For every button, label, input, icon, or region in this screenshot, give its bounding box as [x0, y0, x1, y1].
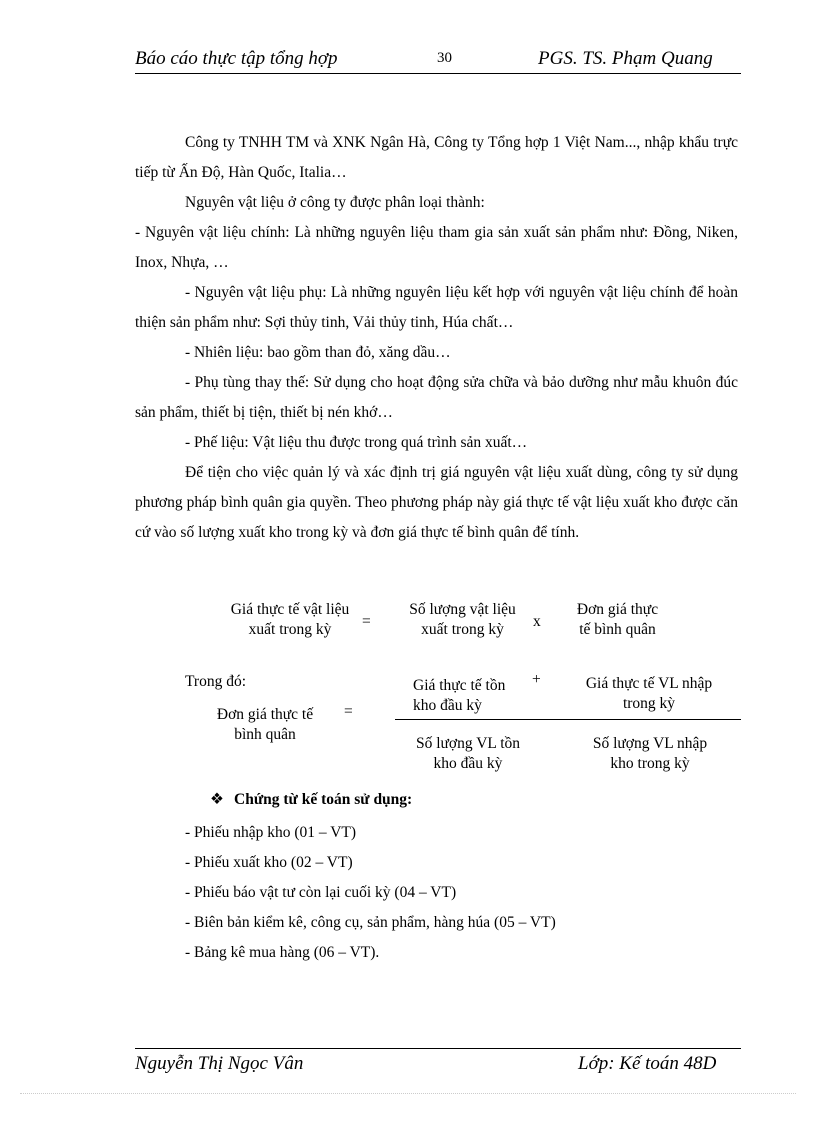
paragraph-main-materials: - Nguyên vật liệu chính: Là những nguyên liệu tham gia sản xuất sản phẩm như: Đồng, Niken, Inox, Nhựa, …	[135, 224, 738, 271]
paragraph-method: Để tiện cho việc quản lý và xác định trị giá nguyên vật liệu xuất dùng, công ty sử dụng phương pháp bình quân gia quyền. Theo phương pháp này giá thực tế vật liệu xuất kho được căn cứ vào số lượng xuất kho trong kỳ và đơn giá thực tế bình quân để tính.	[135, 464, 738, 541]
section-heading	[210, 790, 412, 809]
paragraph-aux-materials: - Nguyên vật liệu phụ: Là những nguyên liệu kết hợp với nguyên vật liệu chính để hoàn thiện sản phẩm như: Sợi thủy tinh, Vải thủy tinh, Húa chất…	[135, 284, 738, 331]
list-item: - Phiếu xuất kho (02 – VT)	[185, 854, 353, 871]
list-item: - Phiếu nhập kho (01 – VT)	[185, 824, 357, 841]
footer-author: Nguyễn Thị Ngọc Vân	[135, 1053, 304, 1074]
formula1-factor2: Đơn giá thực tế bình quân	[576, 601, 659, 638]
formula1-multiply: x	[533, 613, 541, 630]
header-left-title: Báo cáo thực tập tổng hợp	[135, 48, 338, 69]
paragraph-spare-parts: - Phụ tùng thay thế: Sử dụng cho hoạt động sửa chữa và bảo dưỡng như mẫu khuôn đúc sản phẩm, thiết bị tiện, thiết bị nén khớ…	[135, 374, 738, 421]
formula2-lhs: Đơn giá thực tế bình quân	[216, 706, 314, 743]
formula2-denominator-a: Số lượng VL tồn kho đầu kỳ	[415, 735, 520, 772]
header-rule	[135, 73, 741, 74]
formula2-plus: +	[532, 671, 541, 688]
paragraph-classification: Nguyên vật liệu ở công ty được phân loại thành:	[185, 194, 485, 211]
header-right-author: PGS. TS. Phạm Quang	[538, 48, 713, 69]
page-number: 30	[437, 50, 452, 66]
paragraph-suppliers: Công ty TNHH TM và XNK Ngân Hà, Công ty Tổng hợp 1 Việt Nam..., nhập khẩu trực tiếp từ Ấn Độ, Hàn Quốc, Italia…	[135, 134, 738, 181]
formula2-denominator-b: Số lượng VL nhập kho trong kỳ	[592, 735, 708, 772]
body-text	[135, 128, 738, 548]
document-list	[185, 818, 556, 968]
formula2-numerator-b: Giá thực tế VL nhập trong kỳ	[585, 675, 713, 712]
paragraph-fuel: - Nhiên liệu: bao gồm than đỏ, xăng dầu…	[185, 344, 451, 361]
formula2-numerator-a: Giá thực tế tồn kho đầu kỳ	[413, 677, 506, 714]
list-item: - Bảng kê mua hàng (06 – VT).	[185, 944, 380, 961]
list-item: - Phiếu báo vật tư còn lại cuối kỳ (04 – VT)	[185, 884, 457, 901]
formula1-lhs: Giá thực tế vật liệu xuất trong kỳ	[230, 601, 350, 638]
section-title: Chứng từ kế toán sử dụng:	[234, 791, 413, 808]
fraction-bar	[395, 719, 741, 720]
formula1-factor1: Số lượng vật liệu xuất trong kỳ	[409, 601, 516, 638]
footer-rule	[135, 1048, 741, 1049]
diamond-bullet-icon: ❖	[210, 791, 224, 808]
formula1-equals: =	[362, 613, 371, 630]
formula2-equals: =	[344, 703, 353, 720]
formula2-intro: Trong đó:	[185, 673, 247, 690]
list-item: - Biên bản kiểm kê, công cụ, sản phẩm, hàng húa (05 – VT)	[185, 914, 556, 931]
footer-class: Lớp: Kế toán 48D	[578, 1053, 717, 1074]
page-bottom-dotted-line	[20, 1093, 796, 1094]
paragraph-scrap: - Phế liệu: Vật liệu thu được trong quá trình sản xuất…	[185, 434, 528, 451]
